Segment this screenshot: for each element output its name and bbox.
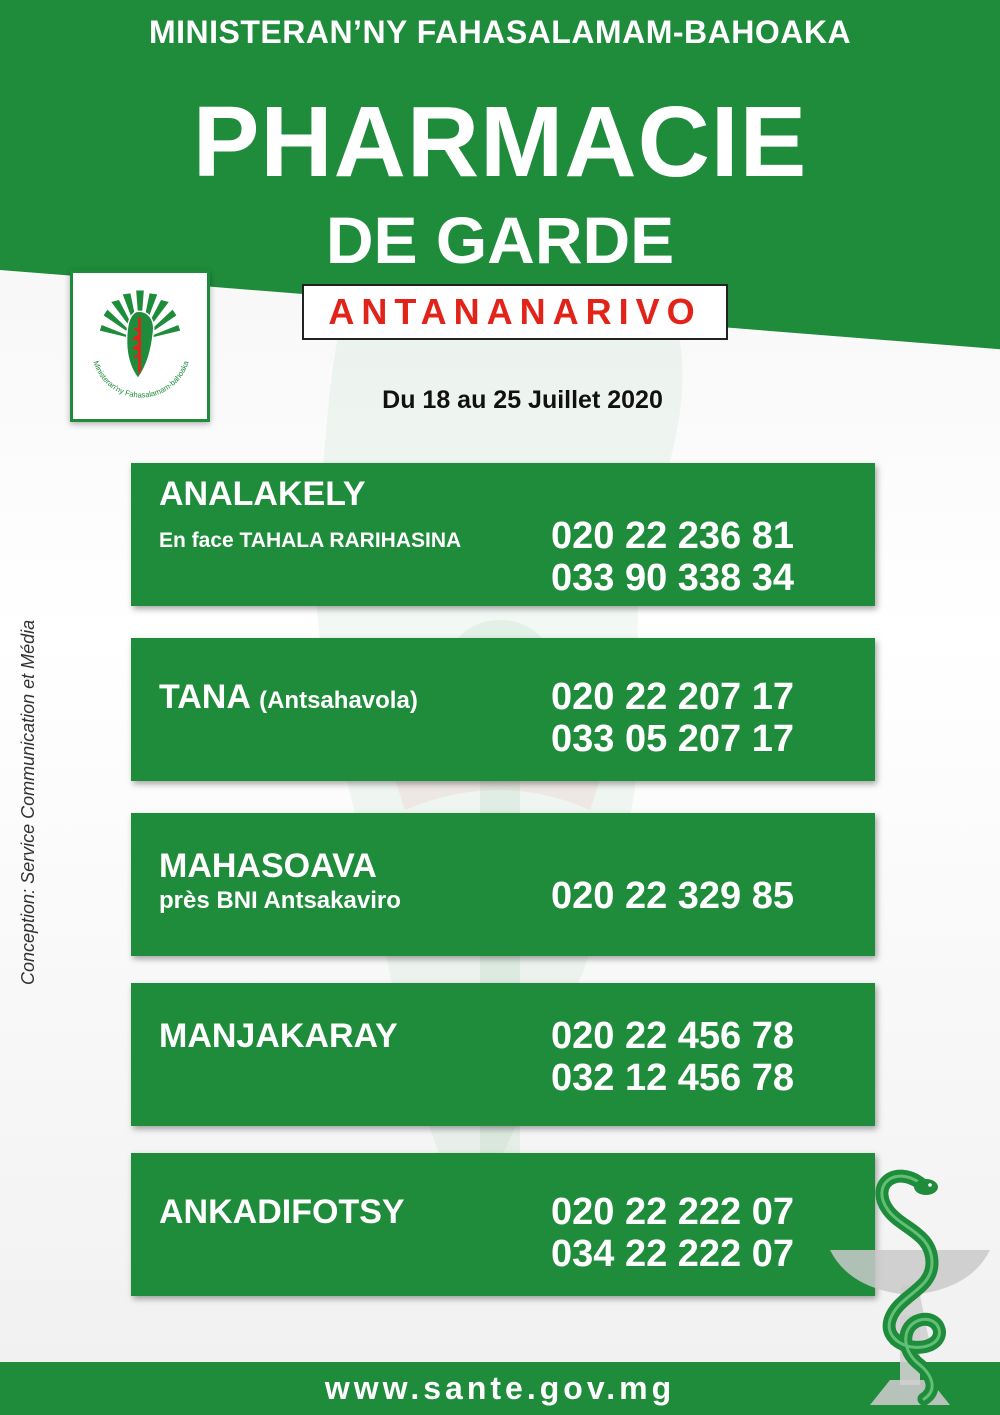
phone-number: 020 22 222 07 [551, 1191, 795, 1233]
pharmacy-snake-bowl-icon [820, 1155, 1000, 1405]
city-label [302, 284, 728, 340]
pharmacy-card-manjakaray [131, 983, 875, 1126]
phone-list [551, 875, 794, 917]
phone-number: 020 22 207 17 [551, 676, 795, 718]
phone-number: 033 05 207 17 [551, 718, 795, 760]
pharmacy-address: près BNI Antsakaviro [159, 887, 401, 914]
pharmacy-card-ankadifotsy [131, 1153, 875, 1296]
pharmacy-card-analakely [131, 463, 875, 606]
logo-caption: Ministeran'ny Fahasalamam-bahoaka [91, 359, 191, 400]
pharmacy-name: MAHASOAVA [159, 847, 377, 885]
pharmacy-card-mahasoava [131, 813, 875, 956]
pharmacy-name: ANKADIFOTSY [159, 1193, 405, 1231]
website-url: www.sante.gov.mg [324, 1370, 676, 1406]
phone-number: 020 22 236 81 [551, 515, 795, 557]
phone-number: 020 22 329 85 [551, 875, 795, 917]
phone-number: 033 90 338 34 [551, 557, 795, 599]
page-title-pharmacie: PHARMACIE [192, 86, 808, 198]
phone-number: 032 12 456 78 [551, 1057, 795, 1099]
city-name: ANTANANARIVO [328, 291, 702, 332]
pharmacy-card-tana [131, 638, 875, 781]
pharmacy-name: MANJAKARAY [159, 1017, 398, 1055]
pharmacy-name: ANALAKELY [159, 475, 366, 513]
pharmacy-address: (Antsahavola) [259, 687, 418, 714]
ministry-logo [70, 270, 210, 422]
pharmacy-address: En face TAHALA RARIHASINA [159, 529, 462, 552]
phone-number: 034 22 222 07 [551, 1233, 795, 1275]
phone-list [551, 1015, 794, 1099]
ministry-title: MINISTERAN’NY FAHASALAMAM-BAHOAKA [148, 14, 852, 50]
phone-list [551, 1191, 794, 1275]
pharmacy-name [159, 678, 418, 717]
pharmacy-name-text: TANA [159, 678, 250, 716]
period-date: Du 18 au 25 Juillet 2020 [382, 386, 663, 414]
phone-number: 020 22 456 78 [551, 1015, 795, 1057]
ministry-emblem-icon [73, 273, 207, 419]
page-title-de-garde: DE GARDE [325, 203, 675, 277]
design-credit: Conception: Service Communication et Média [18, 619, 38, 985]
phone-list [551, 515, 794, 599]
phone-list [551, 676, 794, 760]
